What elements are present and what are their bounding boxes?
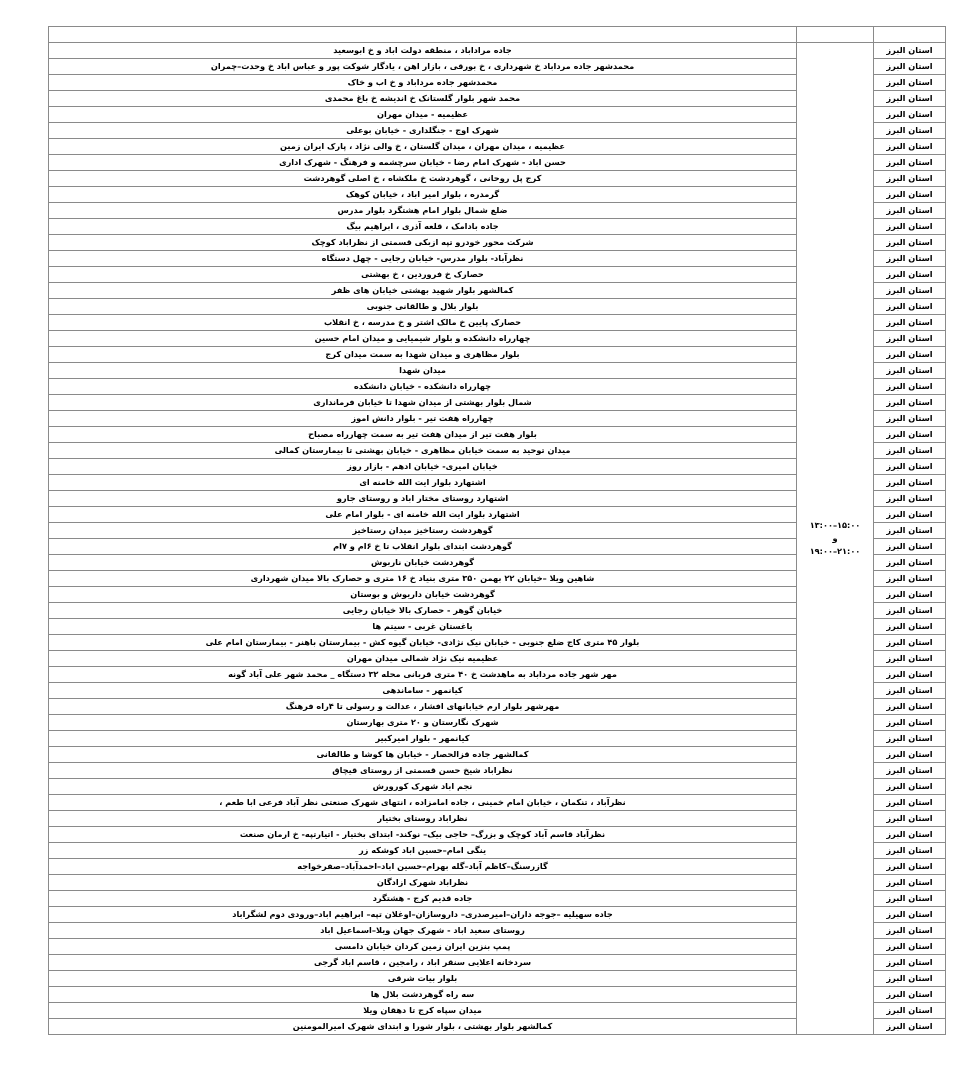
location-cell: بلوار بلال و طالقانی جنوبی: [49, 299, 797, 315]
location-cell: اشتهارد بلوار ایت الله خامنه ای: [49, 475, 797, 491]
province-cell: استان البرز: [874, 571, 946, 587]
location-cell: خیابان گوهر - حصارک بالا خیابان رجایی: [49, 603, 797, 619]
table-row: [49, 43, 946, 59]
province-cell: استان البرز: [874, 491, 946, 507]
province-cell: استان البرز: [874, 299, 946, 315]
province-cell: استان البرز: [874, 123, 946, 139]
province-cell: استان البرز: [874, 731, 946, 747]
province-cell: استان البرز: [874, 331, 946, 347]
location-cell: خیابان امیری- خیابان ادهم - بازار روز: [49, 459, 797, 475]
province-cell: استان البرز: [874, 555, 946, 571]
location-cell: شهرک اوج - جنگلداری - خیابان بوعلی: [49, 123, 797, 139]
location-cell: نظراباد روستای بختیار: [49, 811, 797, 827]
location-cell: شمال بلوار بهشتی از میدان شهدا تا خیابان فرمانداری: [49, 395, 797, 411]
location-cell: کیانمهر - ساماندهی: [49, 683, 797, 699]
time-range-line1: ۱۳:۰۰–۱۵:۰۰: [809, 520, 861, 530]
province-cell: استان البرز: [874, 443, 946, 459]
province-cell: استان البرز: [874, 587, 946, 603]
province-cell: استان البرز: [874, 267, 946, 283]
time-range-line2: و: [832, 533, 838, 543]
province-cell: استان البرز: [874, 475, 946, 491]
location-cell: کیانمهر - بلوار امیرکبیر: [49, 731, 797, 747]
province-cell: استان البرز: [874, 315, 946, 331]
province-cell: استان البرز: [874, 347, 946, 363]
location-cell: میدان توحید به سمت خیابان مظاهری - خیابان بهشتی تا بیمارستان کمالی: [49, 443, 797, 459]
province-cell: استان البرز: [874, 43, 946, 59]
province-cell: استان البرز: [874, 779, 946, 795]
province-cell: استان البرز: [874, 891, 946, 907]
location-cell: جاده سهیلیه –جوجه داران–امیرصدری– داروسازان–اوغلان تپه– ابراهیم اباد–ورودی دوم لشگراباد: [49, 907, 797, 923]
location-cell: شهرک نگارستان و ۲۰ متری بهارستان: [49, 715, 797, 731]
location-cell: پمپ بنزین ایران زمین کردان خیابان دامسی: [49, 939, 797, 955]
province-cell: استان البرز: [874, 939, 946, 955]
province-cell: استان البرز: [874, 619, 946, 635]
province-cell: استان البرز: [874, 811, 946, 827]
location-cell: شاهین ویلا –خیابان ۲۲ بهمن ۳۵۰ متری بنیاد خ ۱۶ متری و حصارک بالا میدان شهرداری: [49, 571, 797, 587]
table-body: [49, 27, 946, 1035]
location-cell: اشتهارد روستای مختار اباد و روستای جارو: [49, 491, 797, 507]
location-cell: ضلع شمال بلوار امام هشتگرد بلوار مدرس: [49, 203, 797, 219]
location-cell: میدان سپاه کرج تا دهقان ویلا: [49, 1003, 797, 1019]
province-cell: استان البرز: [874, 667, 946, 683]
location-cell: کمالشهر بلوار بهشتی ، بلوار شورا و ابتدای شهرک امیرالمومنین: [49, 1019, 797, 1035]
location-cell: روستای سعید اباد - شهرک جهان ویلا–اسماعیل اباد: [49, 923, 797, 939]
location-cell: نظرآباد- بلوار مدرس- خیابان رجایی - چهل دستگاه: [49, 251, 797, 267]
location-cell: گوهردشت خیابان داریوش و بوستان: [49, 587, 797, 603]
location-cell: نجم اباد شهرک کورورش: [49, 779, 797, 795]
location-cell: گوهردشت رستاخیز میدان رستاخیز: [49, 523, 797, 539]
location-cell: بلوار بیات شرقی: [49, 971, 797, 987]
province-cell: استان البرز: [874, 139, 946, 155]
location-cell: اشتهارد بلوار ایت الله خامنه ای - بلوار امام علی: [49, 507, 797, 523]
province-cell: استان البرز: [874, 107, 946, 123]
province-cell: استان البرز: [874, 763, 946, 779]
province-cell: استان البرز: [874, 219, 946, 235]
province-cell: استان البرز: [874, 603, 946, 619]
province-cell: استان البرز: [874, 1019, 946, 1035]
province-cell: استان البرز: [874, 827, 946, 843]
province-cell: استان البرز: [874, 363, 946, 379]
location-cell: حصارک خ فروردین ، خ بهشتی: [49, 267, 797, 283]
location-cell: نظراباد شهرک ازادگان: [49, 875, 797, 891]
province-cell: استان البرز: [874, 683, 946, 699]
province-cell: استان البرز: [874, 843, 946, 859]
province-cell: استان البرز: [874, 987, 946, 1003]
time-range-line3: ۱۹:۰۰–۲۱:۰۰: [809, 546, 861, 556]
province-cell: استان البرز: [874, 859, 946, 875]
location-cell: عظیمیه نیک نژاد شمالی میدان مهران: [49, 651, 797, 667]
province-cell: استان البرز: [874, 59, 946, 75]
location-cell: بلوار هفت تیر از میدان هفت تیر به سمت چهارراه مصباح: [49, 427, 797, 443]
location-cell: سه راه گوهردشت بلال ها: [49, 987, 797, 1003]
time-cell-empty: [797, 27, 874, 43]
location-cell: ینگی امام–حسین اباد کوشکه زر: [49, 843, 797, 859]
location-cell: محمدشهر جاده مرداباد خ شهرداری ، خ بورقی ، بازار اهن ، یادگار شوکت پور و عباس اباد خ وحدت–چمران: [49, 59, 797, 75]
outage-schedule-table: [48, 26, 946, 1035]
location-cell: چهارراه هفت تیر - بلوار دانش اموز: [49, 411, 797, 427]
location-cell: گوهردشت ابتدای بلوار انقلاب تا خ ۶ام و ۷ام: [49, 539, 797, 555]
location-cell: مهرشهر بلوار ارم خیابانهای افشار ، عدالت و رسولی تا ۴راه فرهنگ: [49, 699, 797, 715]
province-cell: استان البرز: [874, 635, 946, 651]
province-cell: استان البرز: [874, 1003, 946, 1019]
province-cell: استان البرز: [874, 539, 946, 555]
province-cell: استان البرز: [874, 283, 946, 299]
location-cell: شرکت محور خودرو تپه ازبکی قسمتی از نظراباد کوچک: [49, 235, 797, 251]
province-cell: استان البرز: [874, 715, 946, 731]
location-cell: نظرآباد ، تنکمان ، خیابان امام خمینی ، جاده امامزاده ، انتهای شهرک صنعتی نظر آباد فرعی ابا طعم ،: [49, 795, 797, 811]
location-cell: [49, 27, 797, 43]
province-cell: استان البرز: [874, 699, 946, 715]
location-cell: میدان شهدا: [49, 363, 797, 379]
location-cell: جاده قدیم کرج - هشتگرد: [49, 891, 797, 907]
province-cell: استان البرز: [874, 203, 946, 219]
location-cell: بلوار مظاهری و میدان شهدا به سمت میدان کرج: [49, 347, 797, 363]
location-cell: عظیمیه ، میدان مهران ، میدان گلستان ، خ والی نژاد ، پارک ایران زمین: [49, 139, 797, 155]
province-cell: استان البرز: [874, 235, 946, 251]
province-cell: استان البرز: [874, 411, 946, 427]
province-cell: استان البرز: [874, 395, 946, 411]
province-cell: استان البرز: [874, 971, 946, 987]
province-cell: استان البرز: [874, 955, 946, 971]
province-cell: استان البرز: [874, 379, 946, 395]
location-cell: جاده بادامک ، قلعه آذری ، ابراهیم بیگ: [49, 219, 797, 235]
location-cell: حصارک پایین خ مالک اشتر و خ مدرسه ، خ انقلاب: [49, 315, 797, 331]
province-cell: استان البرز: [874, 427, 946, 443]
location-cell: باغستان غربی - سیتم ها: [49, 619, 797, 635]
location-cell: گرمدره ، بلوار امیر اباد ، خیابان کوهک: [49, 187, 797, 203]
location-cell: گازرسنگ–کاظم آباد–گله بهرام–حسین اباد–احمدآباد–صفرخواجه: [49, 859, 797, 875]
province-cell: استان البرز: [874, 155, 946, 171]
province-cell: استان البرز: [874, 459, 946, 475]
province-cell: استان البرز: [874, 907, 946, 923]
outage-time-cell: [797, 43, 874, 1035]
province-cell: استان البرز: [874, 523, 946, 539]
table-row: [49, 27, 946, 43]
province-cell: استان البرز: [874, 75, 946, 91]
location-cell: کرج پل روحانی ، گوهردشت خ ملکشاه ، خ اصلی گوهردشت: [49, 171, 797, 187]
location-cell: محمد شهر بلوار گلستانک خ اندیشه خ باغ محمدی: [49, 91, 797, 107]
location-cell: مهر شهر جاده مرداباد به ماهدشت خ ۴۰ متری قربانی محله ۳۲ دستگاه _ محمد شهر علی آباد گونه: [49, 667, 797, 683]
province-cell: استان البرز: [874, 171, 946, 187]
province-cell: استان البرز: [874, 91, 946, 107]
province-cell: استان البرز: [874, 187, 946, 203]
location-cell: کمالشهر بلوار شهید بهشتی خیابان های ظفر: [49, 283, 797, 299]
province-cell: استان البرز: [874, 875, 946, 891]
location-cell: کمالشهر جاده قزالحصار - خیابان ها کوشا و طالقانی: [49, 747, 797, 763]
location-cell: نظرآباد قاسم آباد کوچک و بزرگ– حاجی بیک– نوکند- ابتدای بختیار - اتیارتپه- خ ارمان صنعت: [49, 827, 797, 843]
province-cell: استان البرز: [874, 795, 946, 811]
province-cell: استان البرز: [874, 651, 946, 667]
location-cell: چهارراه دانشکده - خیابان دانشکده: [49, 379, 797, 395]
location-cell: نظراباد شیخ حسن قسمتی از روستای قیچاق: [49, 763, 797, 779]
location-cell: چهارراه دانشکده و بلوار شیمیایی و میدان امام حسین: [49, 331, 797, 347]
location-cell: جاده مراداباد ، منطقه دولت اباد و خ ابوسعید: [49, 43, 797, 59]
location-cell: گوهردشت خیابان ناربوش: [49, 555, 797, 571]
location-cell: بلوار ۴۵ متری کاج ضلع جنوبی - خیابان نیک نژادی- خیابان گیوه کش - بیمارستان باهنر - بیمارستان امام علی: [49, 635, 797, 651]
location-cell: عظیمیه - میدان مهران: [49, 107, 797, 123]
province-cell: [874, 27, 946, 43]
location-cell: حسن اباد - شهرک امام رضا - خیابان سرچشمه و فرهنگ - شهرک اداری: [49, 155, 797, 171]
province-cell: استان البرز: [874, 251, 946, 267]
province-cell: استان البرز: [874, 747, 946, 763]
province-cell: استان البرز: [874, 923, 946, 939]
location-cell: سردخانه اعلایی سنقر اباد ، رامجین ، قاسم اباد گرجی: [49, 955, 797, 971]
province-cell: استان البرز: [874, 507, 946, 523]
location-cell: محمدشهر جاده مرداباد و خ اب و خاک: [49, 75, 797, 91]
